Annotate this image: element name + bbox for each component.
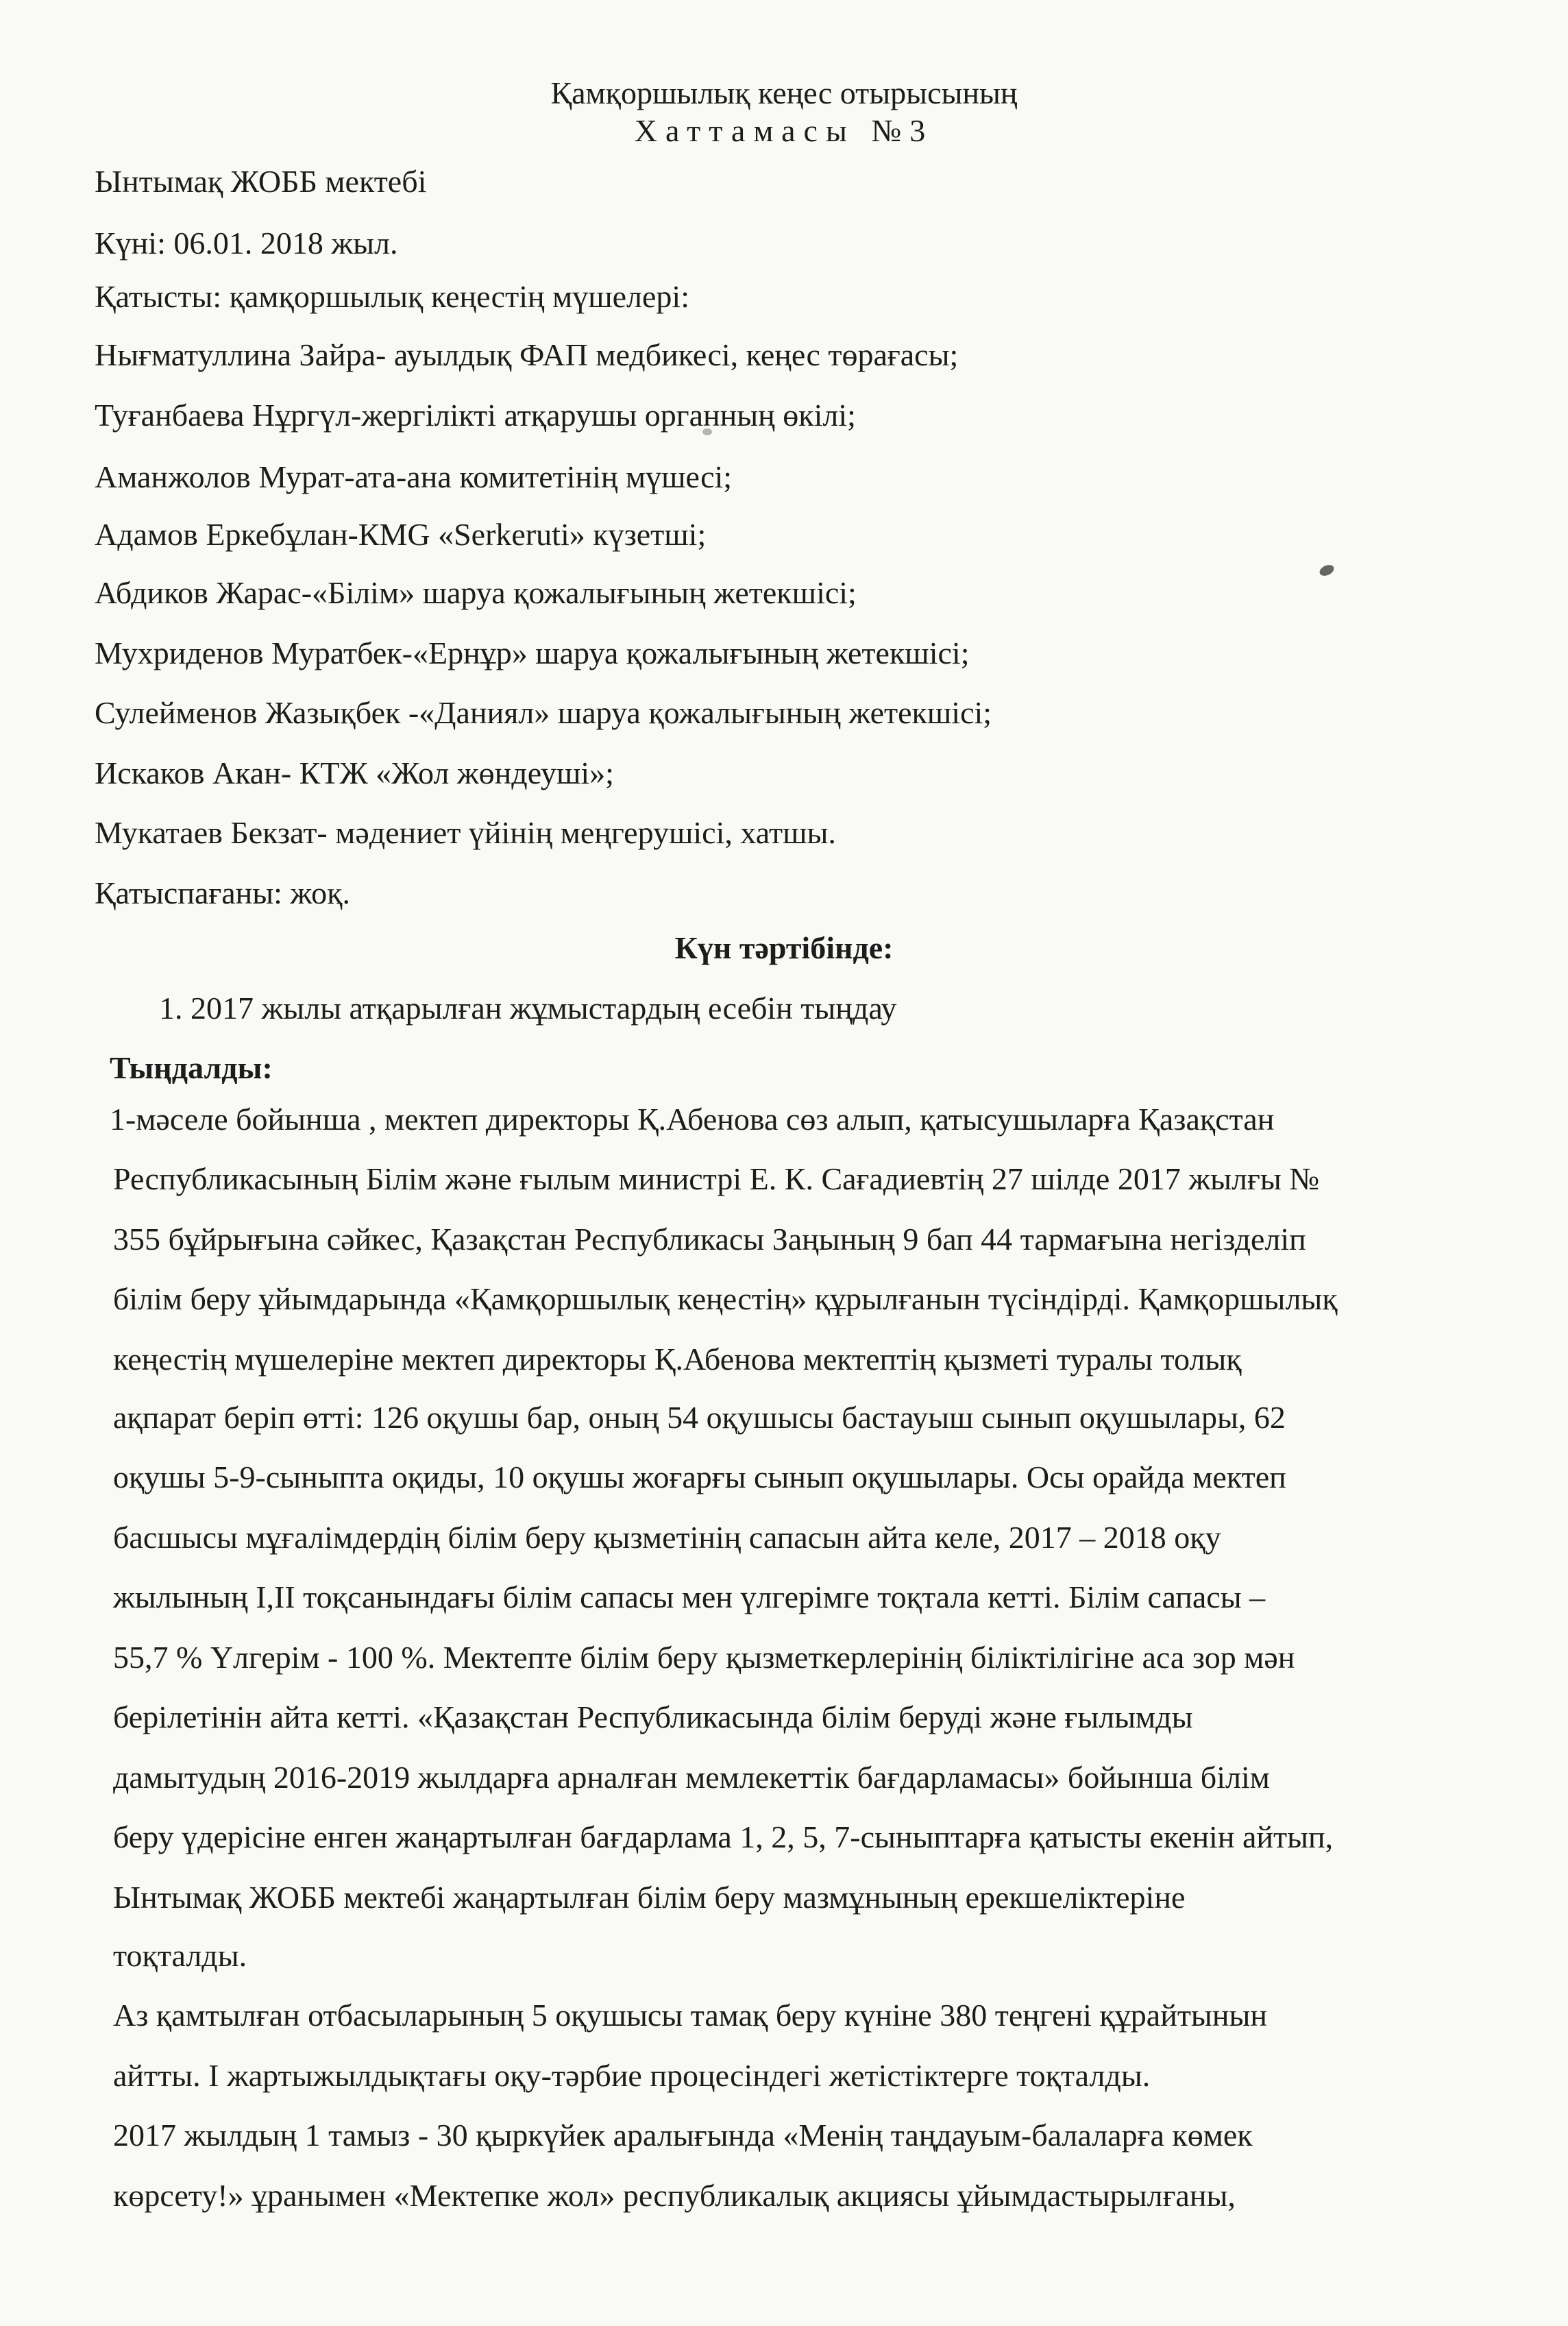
member-line: Мукатаев Бекзат- мәдениет үйінің меңгерушісі, хатшы.: [95, 815, 836, 850]
absent-line: Қатыспағаны: жоқ.: [95, 875, 350, 910]
agenda-heading: Күн тәртібінде:: [674, 930, 894, 965]
body-line: 2017 жылдың 1 тамыз - 30 қыркүйек аралығында «Менің таңдауым-балаларға көмек: [113, 2118, 1253, 2153]
body-line: Аз қамтылған отбасыларының 5 оқушысы тамақ беру күніне 380 теңгені құрайтынын: [113, 1998, 1267, 2033]
body-line: жылының I,II тоқсанындағы білім сапасы мен үлгерімге тоқтала кетті. Білім сапасы –: [113, 1579, 1266, 1614]
attendees-heading: Қатысты: қамқоршылық кеңестің мүшелері:: [95, 279, 689, 314]
body-line: басшысы мұғалімдердің білім беру қызметінің сапасын айта келе, 2017 – 2018 оқу: [113, 1520, 1221, 1555]
member-line: Абдиков Жарас-«Білім» шаруа қожалығының жетекшісі;: [95, 575, 857, 610]
member-line: Нығматуллина Зайра- ауылдық ФАП медбикесі, кеңес төрағасы;: [95, 337, 959, 372]
body-line: 355 бұйрығына сәйкес, Қазақстан Республикасы Заңының 9 бап 44 тармағына негізделіп: [113, 1222, 1306, 1257]
member-line: Туғанбаева Нұргүл-жергілікті атқарушы органның өкілі;: [95, 398, 856, 433]
school-name: Ынтымақ ЖОББ мектебі: [95, 164, 427, 199]
body-line: көрсету!» ұранымен «Мектепке жол» республикалық акциясы ұйымдастырылғаны,: [113, 2178, 1236, 2213]
body-line: кеңестің мүшелеріне мектеп директоры Қ.Абенова мектептің қызметі туралы толық: [113, 1342, 1242, 1377]
scan-smudge: [702, 428, 712, 435]
body-line: ақпарат беріп өтті: 126 оқушы бар, оның 54 оқушысы бастауыш сынып оқушылары, 62: [113, 1400, 1286, 1435]
body-line: Ынтымақ ЖОББ мектебі жаңартылған білім беру мазмұнының ерекшеліктеріне: [113, 1880, 1186, 1915]
body-line: берілетінін айта кетті. «Қазақстан Республикасында білім беруді және ғылымды: [113, 1699, 1193, 1734]
body-line: дамытудың 2016-2019 жылдарға арналған мемлекеттік бағдарламасы» бойынша білім: [113, 1760, 1270, 1795]
member-line: Сулейменов Жазықбек -«Даниял» шаруа қожалығының жетекшісі;: [95, 695, 992, 730]
body-line: Республикасының Білім және ғылым министрі Е. К. Сағадиевтің 27 шілде 2017 жылғы №: [113, 1161, 1320, 1196]
body-line: 55,7 % Үлгерім - 100 %. Мектепте білім беру қызметкерлерінің біліктілігіне аса зор мән: [113, 1640, 1295, 1675]
heard-heading: Тыңдалды:: [110, 1050, 273, 1085]
member-line: Адамов Еркебұлан-КМG «Serkeruti» күзетші;: [95, 517, 707, 552]
scan-smudge: [1318, 563, 1336, 578]
document-title-line2: Хаттамасы №3: [634, 113, 934, 148]
body-line: беру үдерісіне енген жаңартылған бағдарлама 1, 2, 5, 7-сыныптарға қатысты екенін айтып,: [113, 1819, 1334, 1854]
body-line: оқушы 5-9-сыныпта оқиды, 10 оқушы жоғарғы сынып оқушылары. Осы орайда мектеп: [113, 1459, 1286, 1494]
body-line: білім беру ұйымдарында «Қамқоршылық кеңестің» құрылғанын түсіндірді. Қамқоршылық: [113, 1281, 1338, 1316]
member-line: Аманжолов Мурат-ата-ана комитетінің мүшесі;: [95, 459, 733, 494]
body-line: тоқталды.: [113, 1938, 247, 1973]
body-line: 1-мәселе бойынша , мектеп директоры Қ.Абенова сөз алып, қатысушыларға Қазақстан: [110, 1102, 1275, 1137]
member-line: Искаков Акан- КТЖ «Жол жөндеуші»;: [95, 755, 614, 790]
member-line: Мухриденов Муратбек-«Ернұр» шаруа қожалығының жетекшісі;: [95, 635, 970, 670]
agenda-item: 1. 2017 жылы атқарылған жұмыстардың есебін тыңдау: [159, 991, 897, 1026]
meeting-date: Күні: 06.01. 2018 жыл.: [95, 226, 398, 261]
document-title-line1: Қамқоршылық кеңес отырысының: [550, 75, 1018, 110]
body-line: айтты. I жартыжылдықтағы оқу-тәрбие процесіндегі жетістіктерге тоқталды.: [113, 2058, 1151, 2093]
